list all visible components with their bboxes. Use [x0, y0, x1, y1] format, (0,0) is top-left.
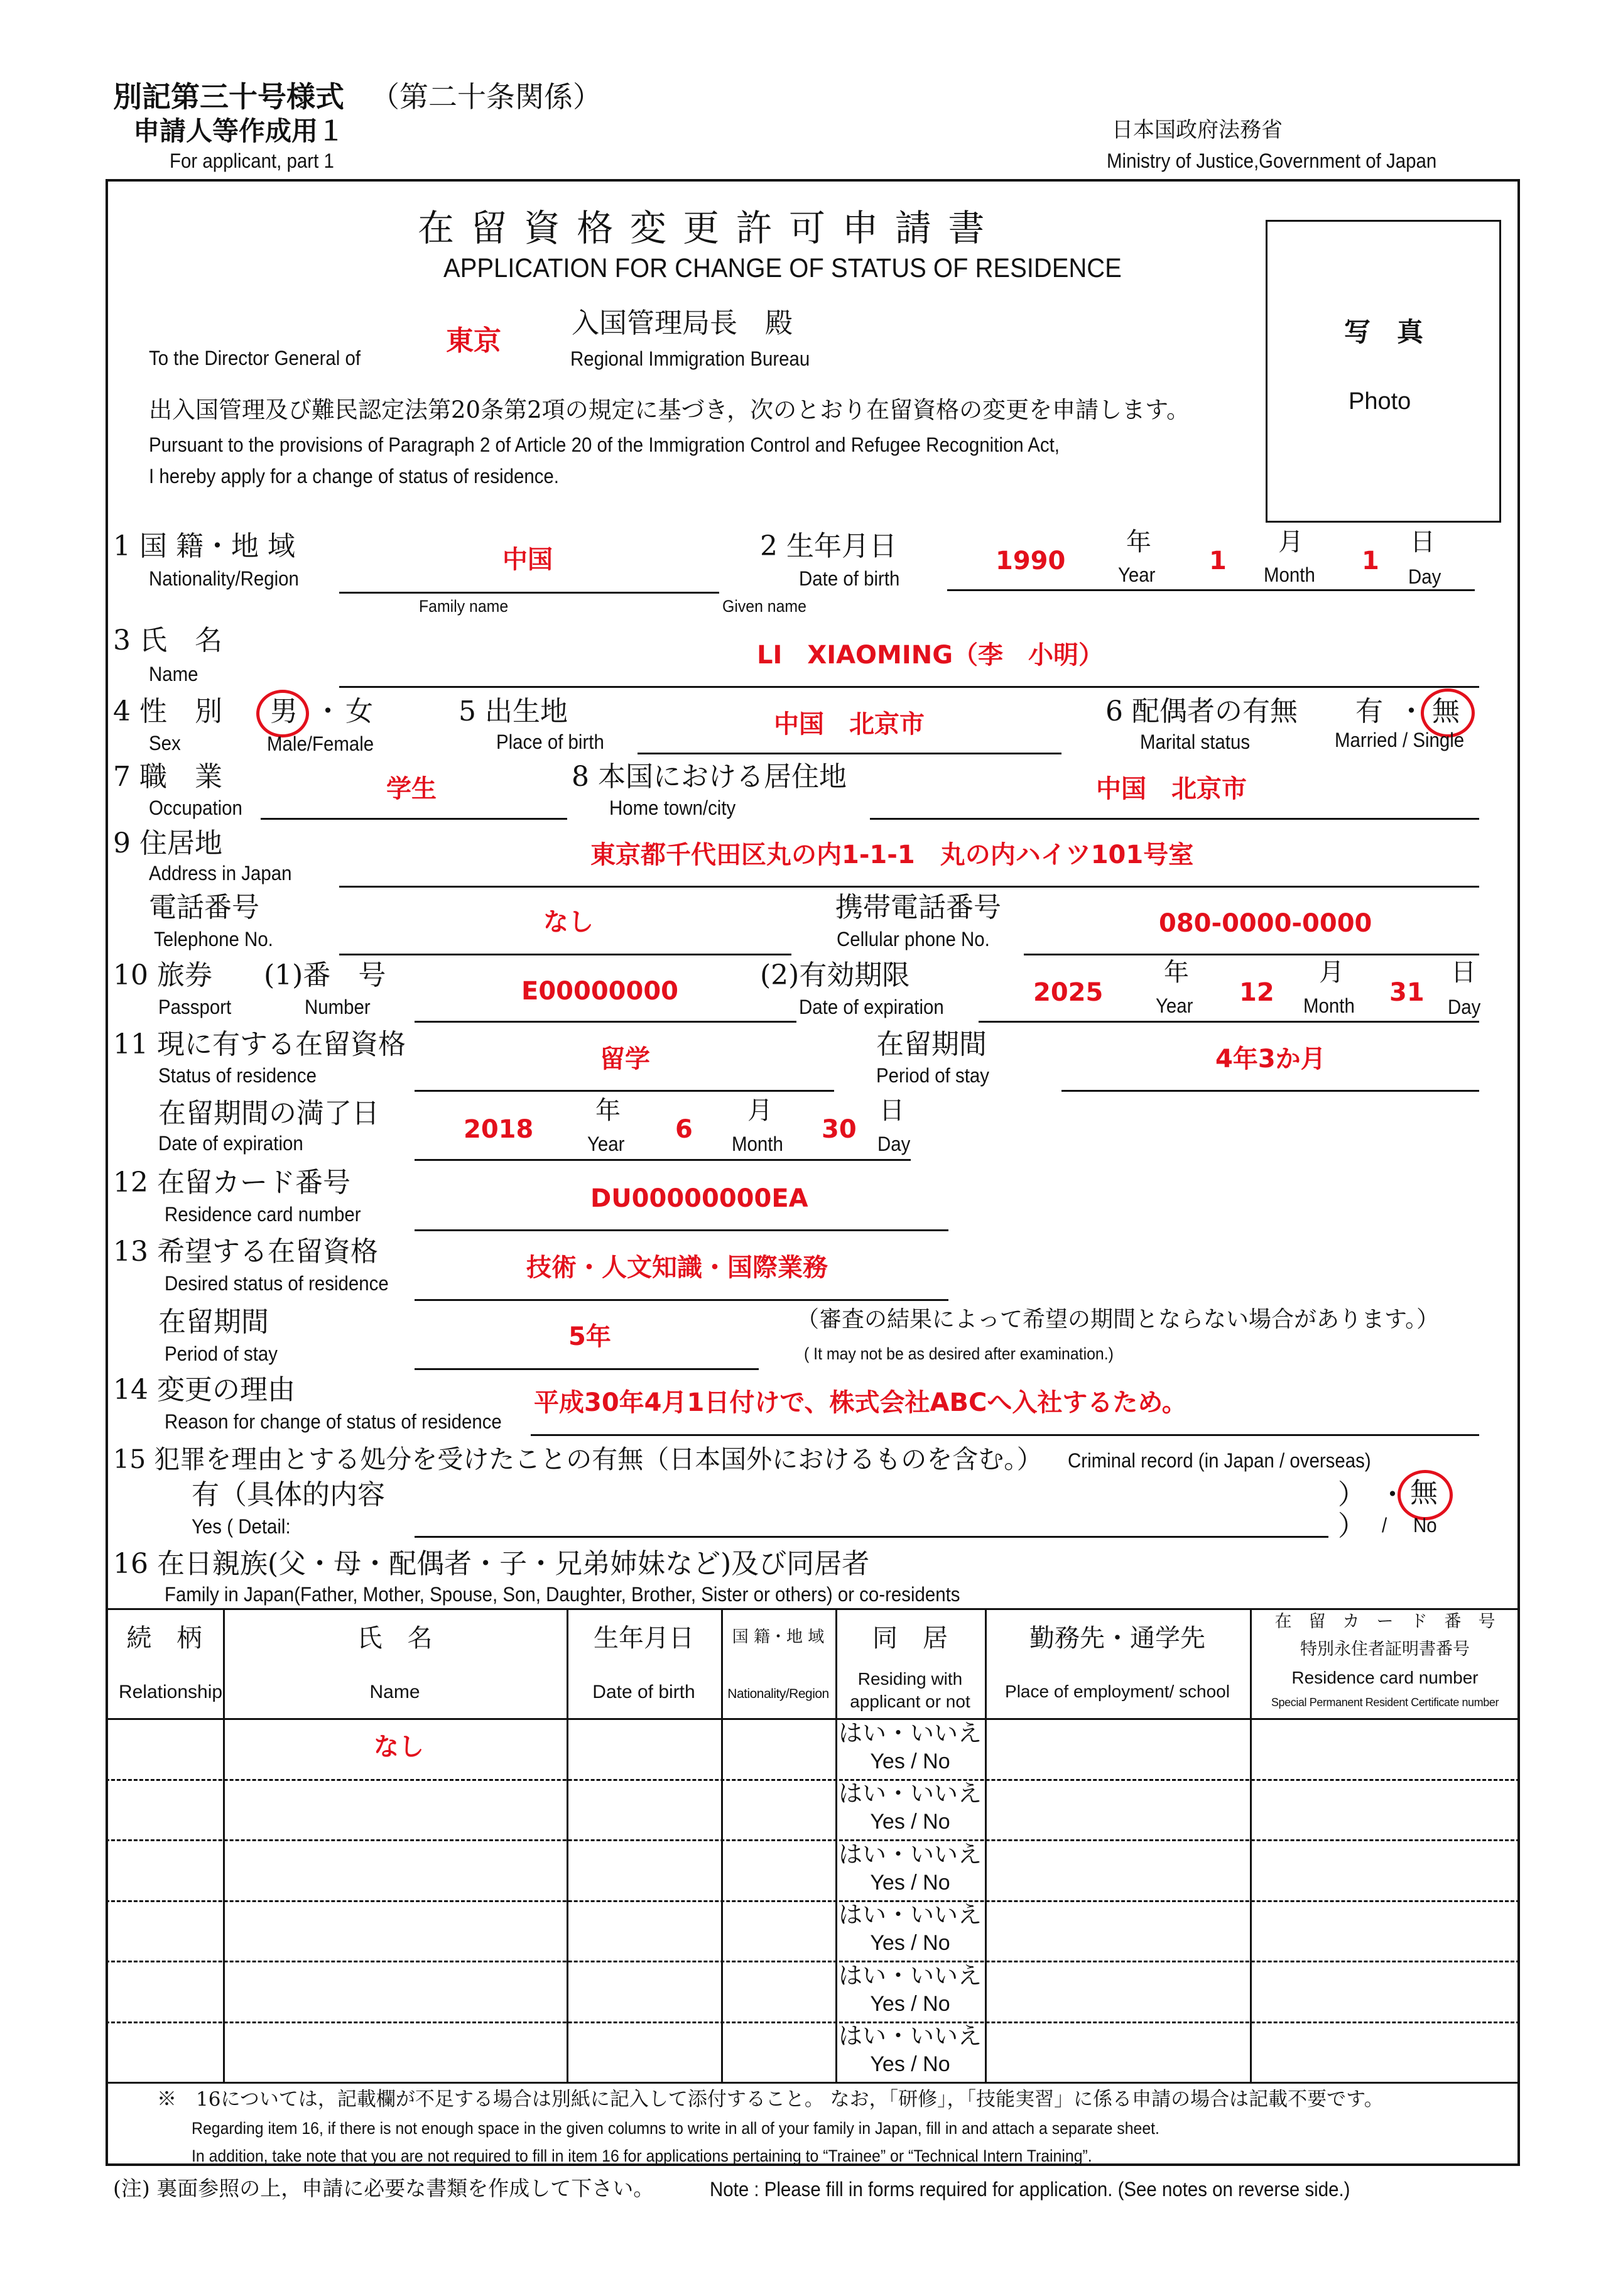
f13-label-jp: 13 希望する在留資格 — [113, 1236, 378, 1268]
passport-exp-month[interactable]: 12 — [1239, 978, 1274, 1007]
form-relation: （第二十条関係） — [371, 80, 602, 114]
status-line — [415, 1090, 834, 1092]
row6-yesno-jp[interactable]: はい・いいえ — [838, 2022, 982, 2050]
f12-label-en: Residence card number — [165, 1203, 361, 1226]
telephone-line — [339, 954, 791, 955]
f2-label-jp: 2 生年月日 — [760, 530, 897, 562]
f15-close-1: ） — [1338, 1479, 1365, 1511]
family-row-1-name[interactable]: なし — [374, 1733, 424, 1761]
sex-female[interactable]: 女 — [345, 695, 373, 727]
col-card-en2: Special Permanent Resident Certificate number — [1271, 1696, 1499, 1709]
passport-exp-year-en: Year — [1156, 994, 1193, 1017]
f7-label-jp: 7 職 業 — [113, 761, 222, 793]
intro-jp: 出入国管理及び難民認定法第20条第2項の規定に基づき，次のとおり在留資格の変更を申請します。 — [149, 396, 1190, 423]
sex-male[interactable]: 男 — [270, 695, 298, 727]
birth-month[interactable]: 1 — [1209, 547, 1227, 575]
given-name-caption: Given name — [722, 597, 806, 616]
f9-label-en: Address in Japan — [149, 862, 292, 884]
f11-exp-en: Date of expiration — [158, 1132, 303, 1155]
period-line — [1061, 1090, 1479, 1092]
f11-exp-jp: 在留期間の満了日 — [158, 1097, 379, 1129]
f16-label-jp: 16 在日親族(父・母・配偶者・子・兄弟姉妹など)及び同居者 — [113, 1548, 870, 1580]
status-value[interactable]: 留学 — [600, 1045, 650, 1074]
birth-month-jp: 月 — [1278, 528, 1303, 557]
status-exp-day-jp: 日 — [879, 1096, 904, 1125]
occupation-value[interactable]: 学生 — [386, 775, 437, 803]
f13-period-jp: 在留期間 — [158, 1306, 269, 1338]
family-table-header-bottom — [106, 1718, 1520, 1720]
birth-year[interactable]: 1990 — [996, 547, 1066, 575]
intro-en-1: Pursuant to the provisions of Paragraph 2 of Article 20 of the Immigration Control and Refugee Recognition Act, — [149, 433, 1060, 456]
col-relationship-en: Relationship — [118, 1682, 223, 1702]
passport-exp-day[interactable]: 31 — [1389, 978, 1425, 1007]
intro-en-2: I hereby apply for a change of status of residence. — [149, 465, 559, 487]
status-exp-month-jp: 月 — [747, 1096, 773, 1125]
family-table-top — [106, 1608, 1520, 1610]
passport-number-label-en: Number — [305, 996, 371, 1018]
col-sep-3 — [721, 1608, 723, 2082]
status-exp-year-en: Year — [587, 1133, 625, 1155]
f11-period-jp: 在留期間 — [876, 1028, 987, 1060]
family-name-caption: Family name — [419, 597, 509, 616]
to-director-en: To the Director General of — [149, 347, 361, 369]
card-number-line — [415, 1229, 948, 1231]
f15-yes-jp[interactable]: 有（具体的内容 — [192, 1479, 385, 1511]
row2-yesno-en[interactable]: Yes / No — [870, 1810, 950, 1834]
family-row-sep-2 — [106, 1839, 1520, 1841]
row2-yesno-jp[interactable]: はい・いいえ — [838, 1780, 982, 1807]
col-dob-jp: 生年月日 — [594, 1624, 694, 1653]
nationality-value[interactable]: 中国 — [502, 545, 553, 574]
birthplace-value[interactable]: 中国 北京市 — [774, 710, 925, 739]
reason-line — [531, 1434, 1479, 1436]
col-card-en: Residence card number — [1291, 1668, 1479, 1687]
bottom-note-en: Note : Please fill in forms required for application. (See notes on reverse side.) — [710, 2178, 1350, 2201]
f16-label-en: Family in Japan(Father, Mother, Spouse, Son, Daughter, Brother, Sister or others) or co-residents — [165, 1583, 960, 1606]
bureau-en: Regional Immigration Bureau — [570, 347, 810, 370]
f13-note-en: ( It may not be as desired after examination.) — [804, 1344, 1114, 1363]
row1-yesno-en[interactable]: Yes / No — [870, 1749, 950, 1773]
passport-number-value[interactable]: E00000000 — [521, 977, 678, 1006]
name-value[interactable]: LI XIAOMING（李 小明） — [757, 641, 1104, 670]
f15-no-en: No — [1413, 1514, 1437, 1537]
name-line — [339, 686, 1479, 688]
col-residing-jp: 同 居 — [872, 1624, 948, 1653]
photo-label-en: Photo — [1349, 388, 1411, 415]
f8-label-en: Home town/city — [609, 797, 736, 819]
col-sep-2 — [567, 1608, 568, 2082]
bottom-note-jp: (注) 裏面参照の上，申請に必要な書類を作成して下さい。 — [113, 2176, 654, 2201]
col-card-jp2: 特別永住者証明書番号 — [1300, 1640, 1470, 1659]
birth-day-jp: 日 — [1410, 528, 1435, 557]
f15-label-en: Criminal record (in Japan / overseas) — [1068, 1449, 1371, 1472]
birth-year-jp: 年 — [1126, 528, 1151, 557]
sex-dot: ・ — [314, 695, 342, 727]
birth-day[interactable]: 1 — [1362, 547, 1379, 575]
f15-slash: / — [1382, 1514, 1387, 1537]
bureau-jp: 入国管理局長 殿 — [572, 307, 793, 339]
passport-exp-day-jp: 日 — [1451, 958, 1476, 987]
row6-yesno-en[interactable]: Yes / No — [870, 2052, 950, 2076]
hometown-line — [870, 818, 1479, 820]
col-dob-en: Date of birth — [592, 1682, 695, 1702]
cell-label-en: Cellular phone No. — [837, 928, 990, 950]
row4-yesno-jp[interactable]: はい・いいえ — [838, 1901, 982, 1929]
photo-box — [1266, 220, 1501, 523]
f10-label-en: Passport — [158, 996, 232, 1018]
status-exp-month-en: Month — [732, 1133, 783, 1155]
card-number-value[interactable]: DU00000000EA — [590, 1184, 808, 1213]
f15-label-jp: 15 犯罪を理由とする処分を受けたことの有無（日本国外におけるものを含む。） — [113, 1444, 1043, 1474]
title-en: APPLICATION FOR CHANGE OF STATUS OF RESIDENCE — [443, 253, 1122, 283]
marital-yes[interactable]: 有 — [1355, 695, 1383, 727]
row3-yesno-en[interactable]: Yes / No — [870, 1871, 950, 1895]
col-employment-en: Place of employment/ school — [1005, 1682, 1230, 1701]
family-row-sep-1 — [106, 1779, 1520, 1781]
f8-label-jp: 8 本国における居住地 — [572, 761, 847, 793]
reason-value[interactable]: 平成30年4月1日付けで、株式会社ABCへ入社するため。 — [534, 1388, 1187, 1417]
family-row-sep-4 — [106, 1961, 1520, 1962]
desired-period-value[interactable]: 5年 — [568, 1322, 611, 1351]
birth-year-en: Year — [1118, 563, 1156, 586]
f14-label-jp: 14 変更の理由 — [113, 1374, 295, 1406]
sex-male-circle — [256, 690, 309, 737]
birth-month-en: Month — [1264, 563, 1315, 586]
footnote-en-1: Regarding item 16, if there is not enough space in the given columns to write in all of your family in Japan, fill in and attach a separate sheet. — [192, 2119, 1159, 2138]
f15-close-2: ） — [1338, 1510, 1365, 1542]
status-exp-day[interactable]: 30 — [822, 1115, 857, 1144]
row5-yesno-jp[interactable]: はい・いいえ — [838, 1962, 982, 1989]
f5-label-en: Place of birth — [496, 731, 604, 753]
photo-label-jp: 写 真 — [1344, 317, 1424, 347]
f13-label-en: Desired status of residence — [165, 1272, 389, 1295]
f10-label-jp: 10 旅券 — [113, 959, 212, 991]
ministry-jp: 日本国政府法務省 — [1112, 117, 1283, 143]
col-nationality-jp: 国 籍・地 域 — [732, 1628, 825, 1646]
occupation-line — [261, 818, 567, 820]
passport-exp-year-jp: 年 — [1164, 958, 1189, 987]
f3-label-en: Name — [149, 663, 198, 685]
title-jp: 在 留 資 格 変 更 許 可 申 請 書 — [418, 207, 987, 249]
address-line — [339, 886, 1479, 888]
status-exp-year[interactable]: 2018 — [464, 1115, 534, 1144]
status-exp-day-en: Day — [877, 1133, 911, 1155]
f15-no[interactable]: 無 — [1410, 1477, 1438, 1509]
f5-label-jp: 5 出生地 — [459, 695, 568, 727]
row1-yesno-jp[interactable]: はい・いいえ — [838, 1719, 982, 1747]
period-value[interactable]: 4年3か月 — [1215, 1045, 1326, 1074]
col-name-jp: 氏 名 — [357, 1624, 433, 1653]
col-employment-jp: 勤務先・通学先 — [1029, 1624, 1205, 1653]
address-value[interactable]: 東京都千代田区丸の内1-1-1 丸の内ハイツ101号室 — [590, 841, 1194, 869]
desired-status-value[interactable]: 技術・人文知識・国際業務 — [526, 1253, 828, 1282]
col-name-en: Name — [369, 1682, 420, 1702]
family-table-bottom — [106, 2082, 1520, 2084]
desired-period-line — [415, 1368, 759, 1370]
passport-exp-month-jp: 月 — [1319, 958, 1344, 987]
f13-period-en: Period of stay — [165, 1342, 278, 1365]
criminal-no-circle — [1398, 1470, 1453, 1520]
form-number: 別記第三十号様式 — [113, 80, 344, 114]
f11-label-en: Status of residence — [158, 1064, 317, 1087]
f11-label-jp: 11 現に有する在留資格 — [113, 1028, 406, 1060]
nationality-line — [339, 592, 719, 594]
birthplace-line — [638, 753, 1061, 754]
col-sep-1 — [223, 1608, 225, 2082]
passport-exp-label-jp: (2)有効期限 — [760, 959, 910, 991]
passport-exp-day-en: Day — [1448, 996, 1481, 1018]
footnote-en-2: In addition, take note that you are not required to fill in item 16 for applications pertaining to “Trainee” or “Technical Intern Training”. — [192, 2146, 1092, 2165]
birth-line — [947, 589, 1475, 591]
col-nationality-en: Nationality/Region — [727, 1687, 829, 1701]
passport-exp-label-en: Date of expiration — [799, 996, 944, 1018]
desired-status-line — [415, 1299, 948, 1301]
f12-label-jp: 12 在留カード番号 — [113, 1167, 350, 1199]
row5-yesno-en[interactable]: Yes / No — [870, 1992, 950, 2016]
marital-no[interactable]: 無 — [1432, 695, 1460, 727]
row4-yesno-en[interactable]: Yes / No — [870, 1931, 950, 1955]
row3-yesno-jp[interactable]: はい・いいえ — [838, 1841, 982, 1868]
birth-day-en: Day — [1408, 565, 1441, 588]
f13-note-jp: （審査の結果によって希望の期間とならない場合があります。） — [796, 1307, 1440, 1332]
f11-period-en: Period of stay — [876, 1064, 990, 1087]
applicant-part-en: For applicant, part 1 — [170, 150, 334, 172]
f6-label-jp: 6 配偶者の有無 — [1105, 695, 1298, 727]
ministry-en: Ministry of Justice,Government of Japan — [1107, 150, 1437, 172]
cell-label-jp: 携帯電話番号 — [835, 891, 1001, 923]
criminal-detail-line — [415, 1536, 1328, 1538]
status-exp-line — [415, 1159, 911, 1161]
bureau-value[interactable]: 東京 — [446, 325, 501, 357]
footnote-jp: ※ 16については，記載欄が不足する場合は別紙に記入して添付すること。 なお，「研修」，「技能実習」に係る申請の場合は記載不要です。 — [157, 2088, 1384, 2111]
tel-label-en: Telephone No. — [154, 928, 273, 950]
passport-exp-line — [979, 1021, 1479, 1023]
cellphone-line — [1024, 954, 1479, 955]
tel-label-jp: 電話番号 — [149, 891, 259, 923]
f4-label-en2: Male/Female — [267, 732, 374, 755]
passport-number-label-jp: (1)番 号 — [264, 959, 386, 991]
family-row-sep-5 — [106, 2021, 1520, 2023]
f3-label-jp: 3 氏 名 — [113, 624, 222, 656]
applicant-part-jp: 申請人等作成用１ — [133, 116, 345, 146]
f6-label-en: Marital status — [1140, 731, 1251, 753]
f1-label-en: Nationality/Region — [149, 567, 299, 590]
f15-yes-en: Yes ( Detail: — [192, 1515, 291, 1538]
col-card-jp: 在 留 カ ー ド 番 号 — [1274, 1612, 1495, 1631]
telephone-value[interactable]: なし — [543, 908, 594, 937]
passport-number-line — [415, 1021, 796, 1023]
family-row-sep-3 — [106, 1900, 1520, 1902]
f1-label-jp: 1 国 籍・地 域 — [113, 530, 295, 562]
col-sep-5 — [985, 1608, 987, 2082]
status-exp-year-jp: 年 — [595, 1096, 621, 1125]
f4-label-en: Sex — [149, 732, 181, 754]
col-residing-en: Residing with applicant or not — [850, 1669, 970, 1712]
passport-exp-year[interactable]: 2025 — [1033, 978, 1104, 1007]
col-relationship-jp: 続 柄 — [126, 1624, 202, 1653]
f7-label-en: Occupation — [149, 797, 242, 819]
passport-exp-month-en: Month — [1303, 994, 1355, 1017]
status-exp-month[interactable]: 6 — [675, 1115, 693, 1144]
marital-dot: ・ — [1398, 695, 1425, 727]
f14-label-en: Reason for change of status of residence — [165, 1410, 502, 1433]
cellphone-value[interactable]: 080-0000-0000 — [1159, 909, 1372, 938]
f4-label-jp: 4 性 別 — [113, 695, 222, 727]
f2-label-en: Date of birth — [799, 567, 900, 590]
f15-dot: ・ — [1379, 1479, 1406, 1511]
hometown-value[interactable]: 中国 北京市 — [1096, 775, 1247, 803]
f6-label-en2: Married / Single — [1335, 729, 1465, 751]
f9-label-jp: 9 住居地 — [113, 827, 222, 859]
